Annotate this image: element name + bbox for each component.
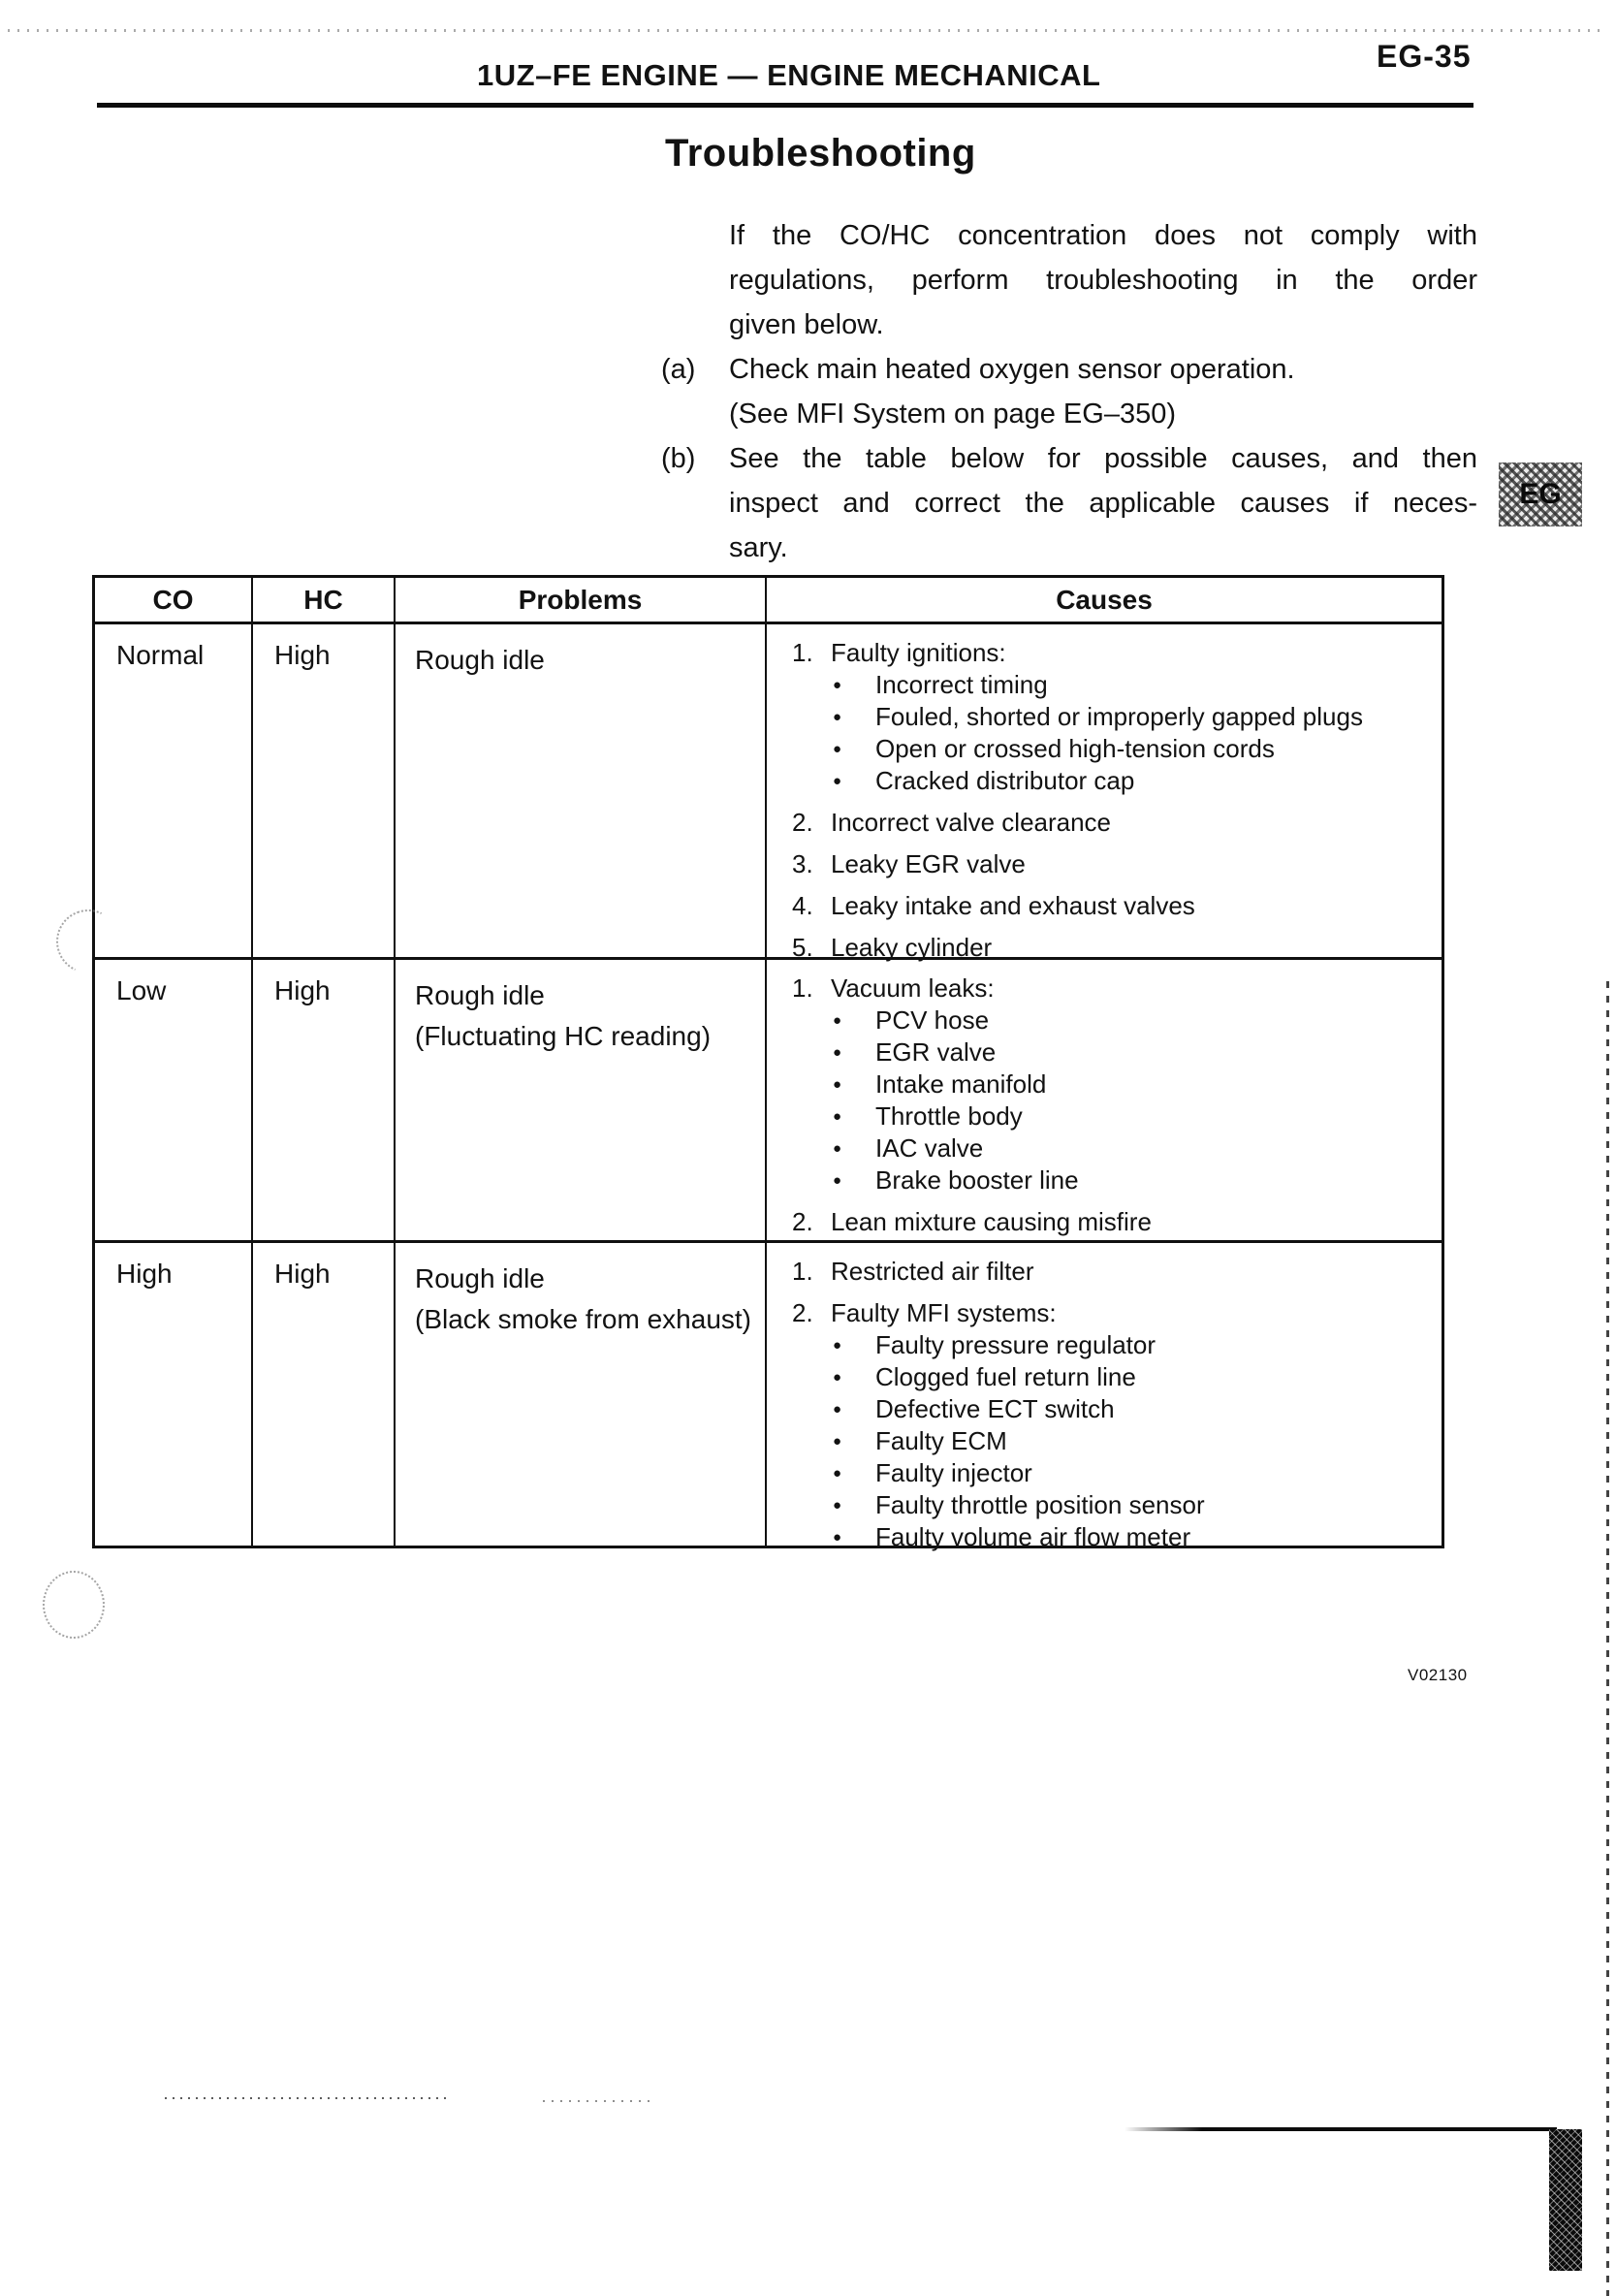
cause-number: 2.	[792, 1298, 813, 1327]
bullet-icon: ●	[833, 1497, 842, 1514]
bullet-text: Intake manifold	[875, 1069, 1047, 1099]
troubleshooting-table	[92, 575, 1444, 1551]
intro-line: given below.	[729, 309, 884, 340]
bullet-icon: ●	[833, 1465, 842, 1482]
cause-text: Leaky EGR valve	[831, 849, 1026, 878]
cause-item	[792, 890, 1442, 922]
bullet-text: Faulty volume air flow meter	[875, 1522, 1191, 1551]
bullet-text: IAC valve	[875, 1133, 984, 1163]
co-value: High	[95, 1243, 253, 1546]
cause-number: 2.	[792, 1207, 813, 1236]
cause-text: Leaky cylinder	[831, 933, 993, 962]
list-item-a-text: (See MFI System on page EG–350)	[729, 399, 1176, 430]
bullet-icon: ●	[833, 1140, 842, 1157]
cause-text: Vacuum leaks:	[831, 973, 995, 1003]
co-value: Normal	[95, 624, 253, 957]
cause-number: 1.	[792, 1257, 813, 1286]
cause-text: Faulty MFI systems:	[831, 1298, 1057, 1327]
cause-number: 2.	[792, 808, 813, 837]
column-header-co: CO	[95, 578, 253, 622]
problem-line: (Black smoke from exhaust)	[415, 1304, 751, 1334]
scan-artifact-line	[1125, 2127, 1557, 2131]
cause-bullet	[792, 1393, 1442, 1425]
bullet-text: EGR valve	[875, 1037, 997, 1067]
hc-value: High	[253, 960, 396, 1240]
scan-artifact-dashed-edge	[1606, 981, 1609, 2296]
table-row	[95, 1243, 1442, 1551]
bullet-icon: ●	[833, 1012, 842, 1029]
intro-line: If the CO/HC concentration does not comply with	[729, 220, 1477, 251]
column-header-causes: Causes	[1056, 584, 1153, 615]
bullet-icon: ●	[833, 1044, 842, 1061]
bullet-icon: ●	[833, 1433, 842, 1450]
cause-bullet	[792, 1004, 1442, 1036]
bullet-icon: ●	[833, 1172, 842, 1189]
problems-cell	[396, 624, 767, 957]
bullet-text: Incorrect timing	[875, 670, 1048, 699]
list-item-a-text: Check main heated oxygen sensor operation.	[729, 354, 1295, 385]
cause-bullet	[792, 1132, 1442, 1164]
cause-text: Incorrect valve clearance	[831, 808, 1112, 837]
cause-bullet	[792, 701, 1442, 733]
cause-bullet	[792, 1164, 1442, 1196]
bullet-icon: ●	[833, 1108, 842, 1125]
list-item-b	[661, 436, 1477, 481]
running-header-title: 1UZ–FE ENGINE — ENGINE MECHANICAL	[477, 58, 1101, 92]
cause-bullet	[792, 1521, 1442, 1553]
scan-artifact-blob	[43, 1571, 105, 1639]
bullet-icon: ●	[833, 1529, 842, 1546]
section-tab	[1499, 462, 1582, 526]
scan-noise-line	[8, 29, 1607, 32]
cause-number: 3.	[792, 849, 813, 878]
cause-item	[792, 973, 1442, 1004]
cause-item	[792, 637, 1442, 669]
causes-cell	[767, 624, 1442, 962]
cause-text: Leaky intake and exhaust valves	[831, 891, 1195, 920]
cause-text: Lean mixture causing misfire	[831, 1207, 1152, 1236]
cause-text: Restricted air filter	[831, 1257, 1034, 1286]
intro-block	[661, 213, 1477, 570]
list-item-a	[661, 347, 1477, 392]
cause-text: Faulty ignitions:	[831, 638, 1006, 667]
bullet-text: Faulty injector	[875, 1458, 1032, 1487]
causes-cell	[767, 1243, 1442, 1551]
bullet-text: PCV hose	[875, 1005, 990, 1035]
bullet-icon: ●	[833, 1401, 842, 1418]
hc-value: High	[253, 1243, 396, 1546]
column-header-problems: Problems	[396, 578, 767, 622]
intro-line: regulations, perform troubleshooting in the order	[729, 265, 1477, 296]
cause-bullet	[792, 1425, 1442, 1457]
scan-noise-line	[543, 2100, 654, 2102]
cause-bullet	[792, 669, 1442, 701]
section-title: Troubleshooting	[665, 132, 976, 175]
bullet-text: Clogged fuel return line	[875, 1362, 1136, 1391]
bullet-text: Open or crossed high-tension cords	[875, 734, 1275, 763]
hc-value: High	[253, 624, 396, 957]
cause-bullet	[792, 1329, 1442, 1361]
bullet-icon: ●	[833, 709, 842, 725]
problems-cell	[396, 960, 767, 1240]
cause-item	[792, 848, 1442, 880]
bullet-text: Faulty ECM	[875, 1426, 1007, 1455]
cause-bullet	[792, 1489, 1442, 1521]
table-row	[95, 960, 1442, 1243]
header-rule	[97, 103, 1473, 108]
bullet-icon: ●	[833, 741, 842, 757]
cause-bullet	[792, 765, 1442, 797]
cause-bullet	[792, 733, 1442, 765]
bullet-text: Cracked distributor cap	[875, 766, 1135, 795]
cause-bullet	[792, 1457, 1442, 1489]
bullet-text: Faulty throttle position sensor	[875, 1490, 1205, 1519]
cause-bullet	[792, 1068, 1442, 1100]
bullet-text: Faulty pressure regulator	[875, 1330, 1157, 1359]
list-item-b-text: sary.	[729, 532, 788, 563]
cause-item	[792, 1297, 1442, 1329]
problem-line: Rough idle	[415, 1263, 545, 1293]
table-row	[95, 624, 1442, 960]
cause-bullet	[792, 1100, 1442, 1132]
list-marker-b: (b)	[661, 443, 696, 474]
cause-item	[792, 1256, 1442, 1288]
problems-cell	[396, 1243, 767, 1546]
column-header-hc: HC	[253, 578, 396, 622]
causes-cell	[767, 960, 1442, 1240]
list-marker-a: (a)	[661, 354, 696, 385]
cause-bullet	[792, 1036, 1442, 1068]
page-number: EG-35	[1377, 39, 1472, 74]
bullet-icon: ●	[833, 1369, 842, 1386]
figure-code: V02130	[1408, 1666, 1468, 1684]
section-tab-label: EG	[1519, 478, 1562, 510]
cause-number: 5.	[792, 933, 813, 962]
bullet-text: Defective ECT switch	[875, 1394, 1115, 1423]
scan-noise-line	[165, 2097, 446, 2099]
bullet-text: Brake booster line	[875, 1165, 1079, 1195]
cause-number: 1.	[792, 973, 813, 1003]
cause-bullet	[792, 1361, 1442, 1393]
co-value: Low	[95, 960, 253, 1240]
cause-number: 4.	[792, 891, 813, 920]
cause-item	[792, 1206, 1442, 1238]
cause-item	[792, 807, 1442, 839]
bullet-text: Throttle body	[875, 1101, 1023, 1131]
list-item-b-text: inspect and correct the applicable causes if neces-	[729, 488, 1477, 519]
table-header-row	[95, 578, 1442, 624]
scan-artifact-bar	[1549, 2129, 1582, 2271]
cause-number: 1.	[792, 638, 813, 667]
problem-line: (Fluctuating HC reading)	[415, 1021, 712, 1051]
bullet-icon: ●	[833, 773, 842, 789]
problem-line: Rough idle	[415, 980, 545, 1010]
bullet-icon: ●	[833, 1337, 842, 1354]
problem-line: Rough idle	[415, 645, 545, 675]
bullet-text: Fouled, shorted or improperly gapped plugs	[875, 702, 1363, 731]
bullet-icon: ●	[833, 1076, 842, 1093]
bullet-icon: ●	[833, 677, 842, 693]
list-item-b-text: See the table below for possible causes, and then	[729, 443, 1477, 474]
